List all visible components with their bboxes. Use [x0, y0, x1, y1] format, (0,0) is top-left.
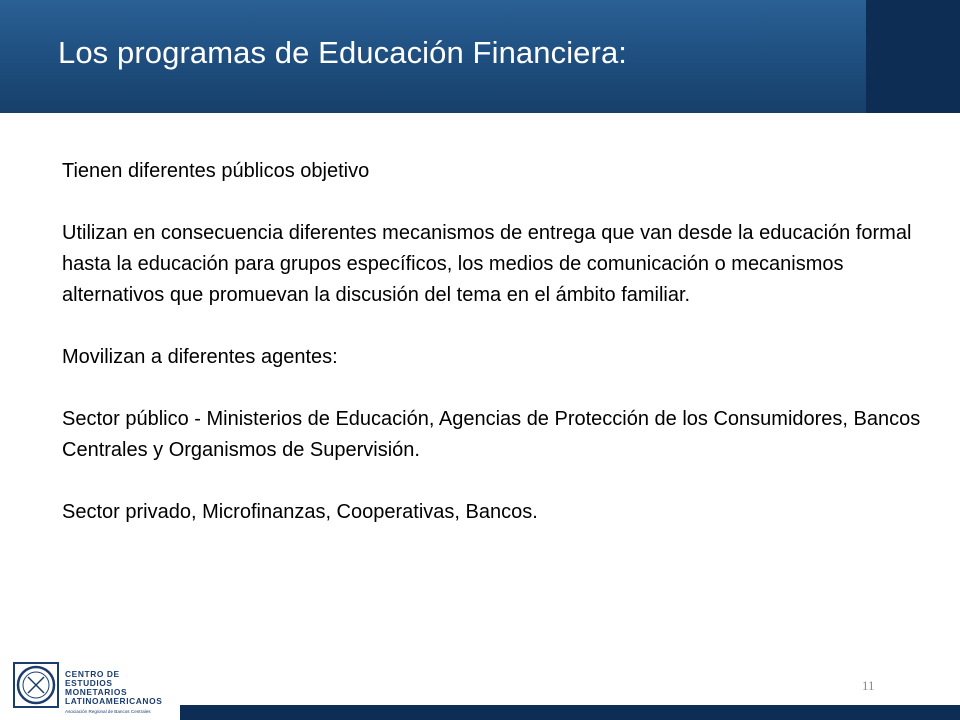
- slide-body: [62, 156, 932, 528]
- paragraph-private-sector: Sector privado, Microfinanzas, Cooperativas, Bancos.: [62, 501, 538, 523]
- paragraph-audiences: Tienen diferentes públicos objetivo: [62, 160, 370, 182]
- logo-line-2: ESTUDIOS: [65, 678, 113, 688]
- logo-line-4: LATINOAMERICANOS: [65, 696, 163, 706]
- logo-subtitle: Asociación Regional de Bancos Centrales: [65, 709, 151, 714]
- cemla-logo: [13, 662, 178, 720]
- paragraph-public-sector: Sector público - Ministerios de Educación, Agencias de Protección de los Consumidores, Bancos Centrales y Organismos de Supervisión.: [62, 408, 921, 461]
- page-number: 11: [862, 678, 875, 693]
- logo-line-1: CENTRO DE: [65, 669, 120, 679]
- slide-title: Los programas de Educación Financiera:: [58, 35, 628, 70]
- paragraph-agents: Movilizan a diferentes agentes:: [62, 346, 338, 368]
- cemla-emblem-icon: [13, 662, 59, 708]
- logo-line-3: MONETARIOS: [65, 687, 128, 697]
- footer-bar: [180, 705, 960, 720]
- paragraph-delivery-mechanisms: Utilizan en consecuencia diferentes mecanismos de entrega que van desde la educación formal hasta la educación para grupos específicos, los medios de comunicación o mecanismos alternativos que promuevan la discusión del tema en el ámbito familiar.: [62, 222, 912, 306]
- header-accent-block: [866, 0, 960, 113]
